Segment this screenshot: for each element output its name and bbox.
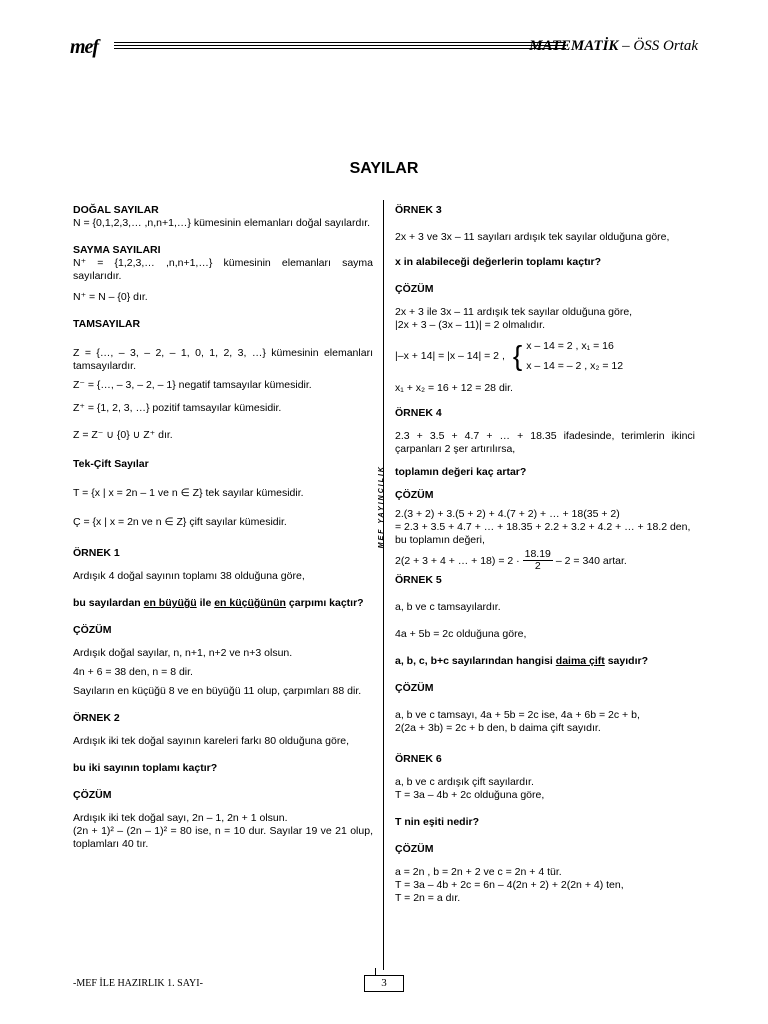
cozum3-line-3: |–x + 14| = |x – 14| = 2 , <box>395 350 505 362</box>
ornek5-q-b: daima çift <box>555 655 605 667</box>
header-subject: MATEMATİK <box>529 38 619 54</box>
ornek1-heading: ÖRNEK 1 <box>73 547 120 559</box>
ornek6-heading: ÖRNEK 6 <box>395 753 442 765</box>
cozum4-line-4b: – 2 = 340 artar. <box>555 554 627 567</box>
footer-text: -MEF İLE HAZIRLIK 1. SAYI- <box>73 978 203 989</box>
fraction-numerator: 18.19 <box>524 548 551 560</box>
cozum5-line-1: a, b ve c tamsayı, 4a + 5b = 2c ise, 4a + 6b = 2c + b, <box>395 709 640 721</box>
ornek5-text-1: a, b ve c tamsayılardır. <box>395 601 501 613</box>
cozum6-heading: ÇÖZÜM <box>395 843 434 855</box>
header-subtitle: – ÖSS Ortak <box>618 38 698 54</box>
mef-logo: mef <box>70 36 99 58</box>
cozum1-line-2: 4n + 6 = 38 den, n = 8 dir. <box>73 666 193 678</box>
cozum1-line-3: Sayıların en küçüğü 8 ve en büyüğü 11 olup, çarpımları 88 dir. <box>73 685 362 697</box>
cozum3-case-2: x – 14 = – 2 , x₂ = 12 <box>526 360 624 372</box>
ornek5-question <box>395 655 695 668</box>
ornek1-q-b: en büyüğü <box>143 597 197 609</box>
ornek3-question: x in alabileceği değerlerin toplamı kaçtır? <box>395 256 601 268</box>
cozum4-line-1: 2.(3 + 2) + 3.(5 + 2) + 4.(7 + 2) + … + 18(35 + 2) <box>395 508 620 520</box>
cift-text: Ç = {x | x = 2n ve n ∈ Z} çift sayılar kümesidir. <box>73 516 287 528</box>
tamsayilar-text-3: Z⁺ = {1, 2, 3, …} pozitif tamsayılar kümesidir. <box>73 402 282 414</box>
ornek1-text: Ardışık 4 doğal sayının toplamı 38 olduğuna göre, <box>73 570 305 582</box>
cozum3-line-4: x₁ + x₂ = 16 + 12 = 28 dir. <box>395 382 513 394</box>
cozum5-line-2: 2(2a + 3b) = 2c + b den, b daima çift sayıdır. <box>395 722 601 734</box>
ornek1-q-c: ile <box>196 597 215 609</box>
cozum2-line-2: (2n + 1)² – (2n – 1)² = 80 ise, n = 10 dur. Sayılar 19 ve 21 olup, toplamları 40 tır. <box>73 825 373 850</box>
tamsayilar-text-4: Z = Z⁻ ∪ {0} ∪ Z⁺ dır. <box>73 429 173 441</box>
tamsayilar-text-2: Z⁻ = {…, – 3, – 2, – 1} negatif tamsayılar kümesidir. <box>73 379 312 391</box>
ornek6-text-1: a, b ve c ardışık çift sayılardır. <box>395 776 534 788</box>
ornek2-text: Ardışık iki tek doğal sayının kareleri farkı 80 olduğuna göre, <box>73 735 350 747</box>
sayma-text-2: N⁺ = N – {0} dır. <box>73 291 148 303</box>
ornek1-q-e: çarpımı kaçtır? <box>285 597 364 609</box>
cozum4-fraction <box>523 549 553 572</box>
cozum4-line-3: bu toplamın değeri, <box>395 534 485 546</box>
cozum4-heading: ÇÖZÜM <box>395 489 434 501</box>
tamsayilar-text-1: Z = {…, – 3, – 2, – 1, 0, 1, 2, 3, …} kümesinin elemanları tamsayılardır. <box>73 347 373 372</box>
sayma-heading: SAYMA SAYILARI <box>73 244 161 256</box>
page-title: SAYILAR <box>349 160 419 177</box>
right-column <box>395 204 695 905</box>
side-label: MEF YAYINCILIK <box>378 465 385 549</box>
ornek4-heading: ÖRNEK 4 <box>395 407 442 419</box>
brace-icon: { <box>512 340 523 371</box>
tek-cift-heading: Tek-Çift Sayılar <box>73 458 149 470</box>
ornek3-heading: ÖRNEK 3 <box>395 204 442 216</box>
dogal-text: N = {0,1,2,3,… ,n,n+1,…} kümesinin elemanları doğal sayılardır. <box>73 217 371 229</box>
cozum3-system <box>395 336 695 376</box>
ornek4-text: 2.3 + 3.5 + 4.7 + … + 18.35 ifadesinde, terimlerin ikinci çarpanları 2 şer artırılırsa, <box>395 430 695 455</box>
cozum5-heading: ÇÖZÜM <box>395 682 434 694</box>
ornek5-q-a: a, b, c, b+c sayılarından hangisi <box>395 655 556 667</box>
cozum6-line-2: T = 3a – 4b + 2c = 6n – 4(2n + 2) + 2(2n + 4) ten, <box>395 879 624 891</box>
ornek4-question: toplamın değeri kaç artar? <box>395 466 527 478</box>
tamsayilar-heading: TAMSAYILAR <box>73 318 141 330</box>
cozum4-line-4a: 2(2 + 3 + 4 + … + 18) = 2 · <box>395 554 520 567</box>
ornek2-heading: ÖRNEK 2 <box>73 712 120 724</box>
ornek3-text: 2x + 3 ve 3x – 11 sayıları ardışık tek sayılar olduğuna göre, <box>395 231 670 243</box>
cozum6-line-1: a = 2n , b = 2n + 2 ve c = 2n + 4 tür. <box>395 866 562 878</box>
ornek6-question: T nin eşiti nedir? <box>395 816 480 828</box>
column-divider <box>383 200 384 970</box>
ornek1-q-a: bu sayılardan <box>73 597 144 609</box>
ornek5-heading: ÖRNEK 5 <box>395 574 442 586</box>
header-rules <box>114 42 566 56</box>
cozum4-line-2: = 2.3 + 3.5 + 4.7 + … + 18.35 + 2.2 + 3.2 + 4.2 + … + 18.2 den, <box>395 521 691 533</box>
cozum3-heading: ÇÖZÜM <box>395 283 434 295</box>
sayma-text: N⁺ = {1,2,3,… ,n,n+1,…} kümesinin elemanları sayma sayılarıdır. <box>73 257 373 282</box>
left-column <box>73 204 373 851</box>
ornek6-text-2: T = 3a – 4b + 2c olduğuna göre, <box>395 789 545 801</box>
cozum3-line-1: 2x + 3 ile 3x – 11 ardışık tek sayılar olduğuna göre, <box>395 306 633 318</box>
header-title <box>529 38 698 55</box>
cozum6-line-3: T = 2n = a dır. <box>395 892 461 904</box>
dogal-heading: DOĞAL SAYILAR <box>73 204 159 216</box>
page-number: 3 <box>364 975 404 992</box>
cozum1-heading: ÇÖZÜM <box>73 624 112 636</box>
tek-text: T = {x | x = 2n – 1 ve n ∈ Z} tek sayılar kümesidir. <box>73 487 304 499</box>
cozum2-heading: ÇÖZÜM <box>73 789 112 801</box>
cozum2-line-1: Ardışık iki tek doğal sayı, 2n – 1, 2n + 1 olsun. <box>73 812 288 824</box>
ornek1-q-d: en küçüğünün <box>214 597 286 609</box>
ornek2-question: bu iki sayının toplamı kaçtır? <box>73 762 218 774</box>
ornek1-question <box>73 597 373 610</box>
ornek5-text-2: 4a + 5b = 2c olduğuna göre, <box>395 628 527 640</box>
cozum1-line-1: Ardışık doğal sayılar, n, n+1, n+2 ve n+3 olsun. <box>73 647 293 659</box>
cozum3-line-2: |2x + 3 – (3x – 11)| = 2 olmalıdır. <box>395 319 546 331</box>
page-header <box>70 36 698 62</box>
cozum3-case-1: x – 14 = 2 , x₁ = 16 <box>526 340 614 352</box>
cozum3-cases <box>526 336 623 376</box>
cozum4-line-4 <box>395 549 695 572</box>
ornek5-q-c: sayıdır? <box>604 655 648 667</box>
fraction-denominator: 2 <box>534 560 541 572</box>
